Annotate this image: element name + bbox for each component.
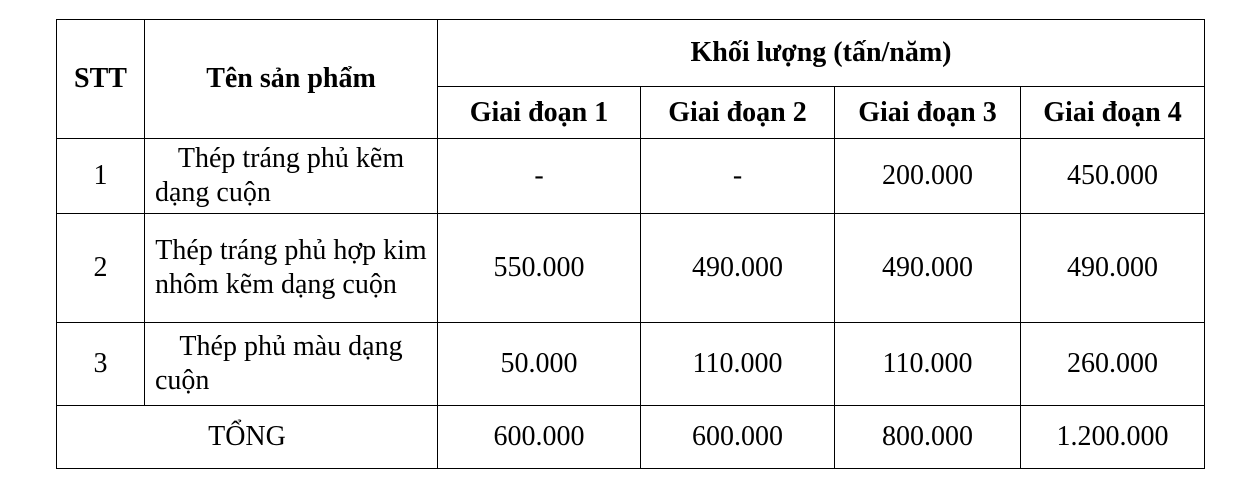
total-label: TỔNG <box>57 406 438 469</box>
total-value-phase-1: 600.000 <box>438 406 641 469</box>
row-value-phase-4: 490.000 <box>1021 214 1205 323</box>
row-stt: 1 <box>57 139 145 214</box>
row-stt: 3 <box>57 323 145 406</box>
row-product-name: Thép phủ màu dạng cuộn <box>145 323 438 406</box>
header-phase-3: Giai đoạn 3 <box>835 87 1021 139</box>
row-value-phase-3: 490.000 <box>835 214 1021 323</box>
row-product-name: Thép tráng phủ kẽm dạng cuộn <box>145 139 438 214</box>
row-product-name: Thép tráng phủ hợp kim nhôm kẽm dạng cuộn <box>145 214 438 323</box>
row-stt: 2 <box>57 214 145 323</box>
row-value-phase-1: 550.000 <box>438 214 641 323</box>
row-value-phase-1: - <box>438 139 641 214</box>
total-row <box>57 406 1205 469</box>
row-value-phase-4: 450.000 <box>1021 139 1205 214</box>
total-value-phase-3: 800.000 <box>835 406 1021 469</box>
table-row <box>57 139 1205 214</box>
table-row <box>57 214 1205 323</box>
row-value-phase-1: 50.000 <box>438 323 641 406</box>
header-volume: Khối lượng (tấn/năm) <box>438 20 1205 87</box>
row-value-phase-2: 110.000 <box>641 323 835 406</box>
table-row <box>57 323 1205 406</box>
row-value-phase-2: 490.000 <box>641 214 835 323</box>
row-value-phase-3: 110.000 <box>835 323 1021 406</box>
header-row <box>57 20 1205 87</box>
header-phase-1: Giai đoạn 1 <box>438 87 641 139</box>
row-value-phase-4: 260.000 <box>1021 323 1205 406</box>
header-phase-4: Giai đoạn 4 <box>1021 87 1205 139</box>
header-phase-2: Giai đoạn 2 <box>641 87 835 139</box>
total-value-phase-4: 1.200.000 <box>1021 406 1205 469</box>
header-product-name: Tên sản phẩm <box>145 20 438 139</box>
total-value-phase-2: 600.000 <box>641 406 835 469</box>
header-stt: STT <box>57 20 145 139</box>
row-value-phase-3: 200.000 <box>835 139 1021 214</box>
row-value-phase-2: - <box>641 139 835 214</box>
production-volume-table <box>56 19 1205 469</box>
